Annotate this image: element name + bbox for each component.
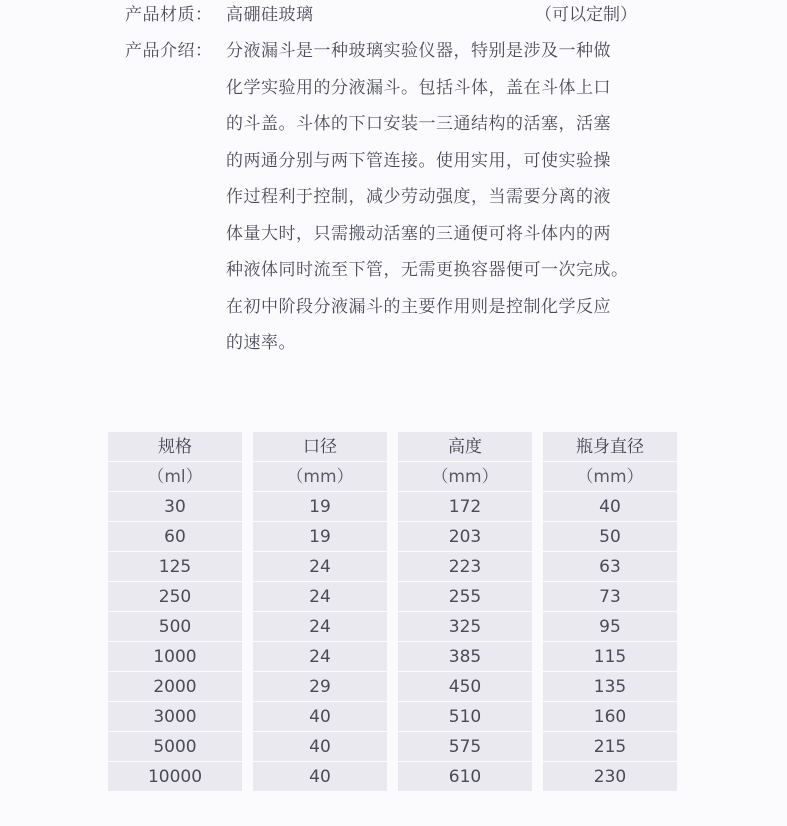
intro-line: 种液体同时流至下管，无需更换容器便可一次完成。 xyxy=(226,260,629,280)
table-cell: 250 xyxy=(108,582,242,611)
intro-line: 在初中阶段分液漏斗的主要作用则是控制化学反应 xyxy=(226,296,611,317)
column-header: 口径 xyxy=(253,432,387,461)
table-cell: 24 xyxy=(253,642,387,671)
table-cell: 19 xyxy=(253,522,387,551)
intro-line: 体量大时，只需搬动活塞的三通便可将斗体内的两 xyxy=(226,223,611,244)
table-cell: 135 xyxy=(543,672,677,701)
table-cell: 172 xyxy=(398,492,532,521)
table-cell: 29 xyxy=(253,672,387,701)
intro-line: 化学实验用的分液漏斗。包括斗体，盖在斗体上口 xyxy=(226,77,611,98)
table-cell: 5000 xyxy=(108,732,242,761)
column-body-diameter xyxy=(543,432,677,792)
table-cell: 510 xyxy=(398,702,532,731)
table-cell: 575 xyxy=(398,732,532,761)
intro-label-row xyxy=(125,33,226,69)
table-cell: 40 xyxy=(253,762,387,791)
material-value: 高硼硅玻璃 xyxy=(226,5,314,25)
table-cell: 115 xyxy=(543,642,677,671)
table-cell: 230 xyxy=(543,762,677,791)
table-cell: 50 xyxy=(543,522,677,551)
column-unit: （mm） xyxy=(253,462,387,491)
table-cell: 24 xyxy=(253,552,387,581)
material-row xyxy=(125,0,314,33)
column-mouth-diameter xyxy=(253,432,387,792)
table-cell: 255 xyxy=(398,582,532,611)
intro-label: 产品介绍： xyxy=(125,41,213,61)
table-cell: 325 xyxy=(398,612,532,641)
table-cell: 40 xyxy=(543,492,677,521)
column-header: 高度 xyxy=(398,432,532,461)
table-cell: 125 xyxy=(108,552,242,581)
table-cell: 10000 xyxy=(108,762,242,791)
table-cell: 203 xyxy=(398,522,532,551)
intro-line: 分液漏斗是一种玻璃实验仪器，特别是涉及一种做 xyxy=(226,41,611,61)
table-cell: 19 xyxy=(253,492,387,521)
table-cell: 160 xyxy=(543,702,677,731)
column-unit: （mm） xyxy=(543,462,677,491)
material-label: 产品材质： xyxy=(125,5,213,25)
table-cell: 40 xyxy=(253,702,387,731)
table-cell: 223 xyxy=(398,552,532,581)
column-header: 规格 xyxy=(108,432,242,461)
table-cell: 24 xyxy=(253,582,387,611)
table-cell: 95 xyxy=(543,612,677,641)
table-cell: 215 xyxy=(543,732,677,761)
table-cell: 73 xyxy=(543,582,677,611)
column-capacity xyxy=(108,432,242,792)
table-cell: 24 xyxy=(253,612,387,641)
intro-description xyxy=(226,33,686,362)
table-cell: 610 xyxy=(398,762,532,791)
intro-line: 作过程利于控制，减少劳动强度，当需要分离的液 xyxy=(226,187,611,207)
table-cell: 2000 xyxy=(108,672,242,701)
column-header: 瓶身直径 xyxy=(543,432,677,461)
table-cell: 385 xyxy=(398,642,532,671)
table-cell: 450 xyxy=(398,672,532,701)
table-cell: 500 xyxy=(108,612,242,641)
intro-line: 的速率。 xyxy=(226,333,296,353)
column-unit: （ml） xyxy=(108,462,242,491)
custom-note: （可以定制） xyxy=(535,5,637,25)
intro-line: 的两通分别与两下管连接。使用实用，可使实验操 xyxy=(226,150,611,171)
column-unit: （mm） xyxy=(398,462,532,491)
intro-line: 的斗盖。斗体的下口安装一三通结构的活塞，活塞 xyxy=(226,114,611,134)
table-cell: 1000 xyxy=(108,642,242,671)
table-cell: 3000 xyxy=(108,702,242,731)
table-cell: 60 xyxy=(108,522,242,551)
table-cell: 40 xyxy=(253,732,387,761)
table-cell: 63 xyxy=(543,552,677,581)
column-height xyxy=(398,432,532,792)
table-cell: 30 xyxy=(108,492,242,521)
